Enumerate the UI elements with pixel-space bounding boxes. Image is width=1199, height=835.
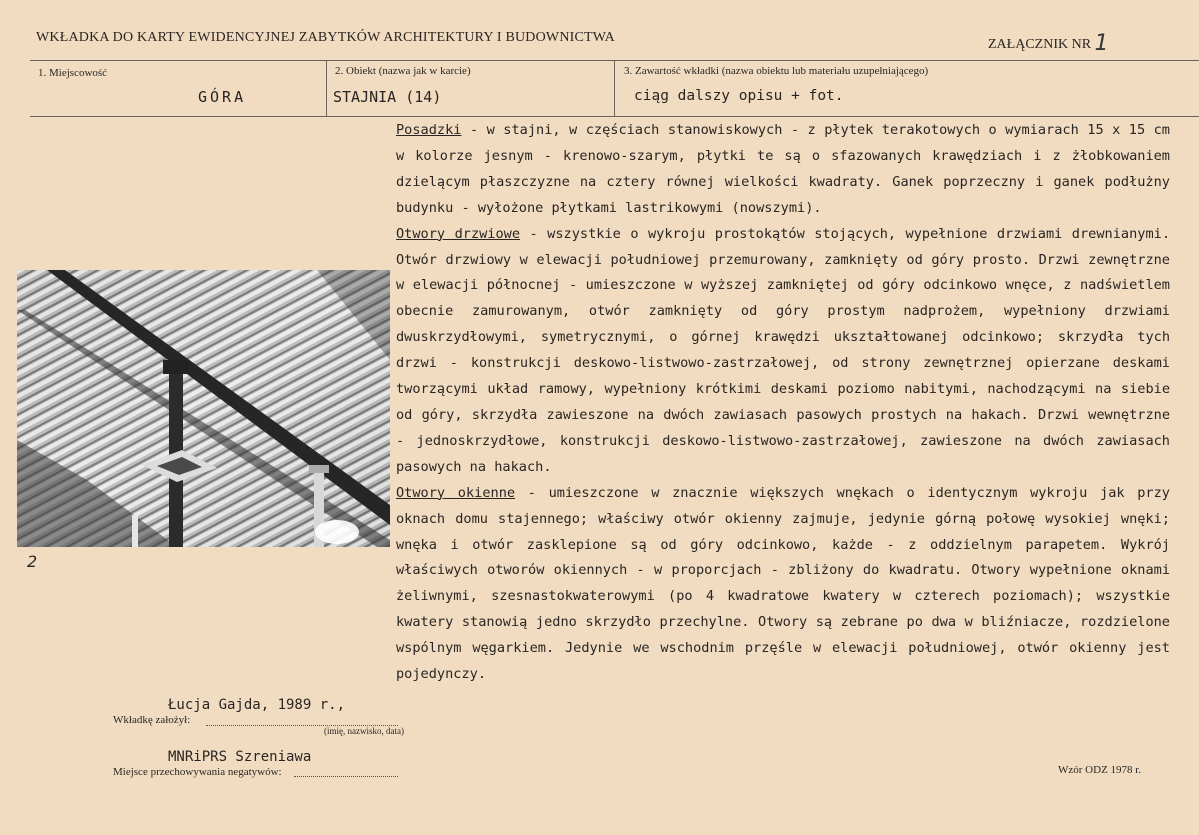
form-title: WKŁADKA DO KARTY EWIDENCYJNEJ ZABYTKÓW ARCHITEKTURY I BUDOWNICTWA [36, 30, 615, 45]
content-value: ciąg dalszy opisu + fot. [634, 88, 844, 104]
form-code: Wzór ODZ 1978 r. [1058, 764, 1142, 776]
annex-label-group [988, 29, 1109, 54]
field-divider-1 [326, 60, 327, 116]
section-heading: Otwory drzwiowe [396, 225, 521, 242]
locality-value: GÓRA [198, 88, 247, 106]
annex-label: ZAŁĄCZNIK NR [988, 37, 1092, 52]
object-value: STAJNIA (14) [333, 88, 442, 106]
section-heading: Otwory okienne [396, 484, 516, 501]
photograph-ceiling [17, 270, 390, 547]
storage-value: MNRiPRS Szreniawa [168, 749, 312, 765]
storage-dotline [294, 776, 398, 777]
storage-label: Miejsce przechowywania negatywów: [113, 766, 282, 778]
locality-label: 1. Miejscowość [38, 67, 108, 79]
section-text: - w stajni, w częściach stanowiskowych - z płytek terakotowych o wymiarach 15 x 15 cm w kolorze jesnym - krenowo-szarym, płytki te są o sfazowanych krawędziach i z żłobkowaniem dzielącym płaszczyzne na cztery równej wielkości kwadraty. Ganek poprzeczny i ganek podłużny budynku - wyłożone płytkami lastrikowymi (nowszymi). [396, 122, 1170, 216]
description-text [396, 118, 1170, 688]
section-text: - wszystkie o wykroju prostokątów stojących, wypełnione drzwiami drewnianymi. Otwór drzwiowy w elewacji południowej przemurowany, zamknięty od góry prosto. Drzwi zewnętrzne w elewacji północnej - umieszczone w wyższej zamkniętej od góry odcinkowo wnęce, z nadświetlem obecnie zamurowanym, otwór zamknięty od góry prostym nadprożem, wypełniony drzwiami dwuskrzydłowymi, symetrycznymi, o górnej krawędzi ukształtowanej odcinkowo; skrzydła tych drzwi - konstrukcji deskowo-listwowo-zastrzałowej, od strony zewnętrznej opierzane deskami tworzącymi układ ramowy, wypełniony krótkimi deskami poziomo nabitymi, nachodzącymi na siebie od góry, skrzydła zawieszone na dwóch zawiasach pasowych prostych na hakach. Drzwi wewnętrzne - jednoskrzydłowe, konstrukcji deskowo-listwowo-zastrzałowej, zawieszone na dwóch zawiasach pasowych na hakach. [396, 225, 1170, 475]
field-divider-2 [614, 60, 615, 116]
section-heading: Posadzki [396, 122, 462, 138]
section-text: - umieszczone w znacznie większych wnękach o identycznym wykroju jak przy oknach domu stajennego; właściwy otwór okienny zajmuje, jedynie górną połowę wysokiej wnęki; wnęka i otwór zasklepione są od góry odcinkowo, każde - z oddzielnym parapetem. Wykrój właściwych otworów okiennych - w proporcjach - zbliżony do kwadratu. Otwory wypełnione oknami żeliwnymi, szesnastokwaterowymi (po 4 kwadratowe kwatery w czterech poziomach); wszystkie kwatery stanowią jedno skrzydło przechylne. Otwory są zebrane po dwa w bliźniacze, rozdzielone wspólnym węgarkiem. Jedynie we wschodnim przęśle w elewacji południowej, otwór okienny jest pojedynczy. [396, 484, 1170, 683]
author-value: Łucja Gajda, 1989 r., [168, 697, 346, 713]
fields-rule [30, 116, 1199, 117]
author-label: Wkładkę założył: [113, 714, 191, 726]
section-windows [396, 481, 1170, 688]
author-sublabel: (imię, nazwisko, data) [324, 726, 404, 736]
object-label: 2. Obiekt (nazwa jak w karcie) [335, 65, 471, 77]
photo-number: 2 [27, 552, 38, 571]
annex-number: 1 [1094, 31, 1109, 56]
section-doors [396, 222, 1170, 481]
content-label: 3. Zawartość wkładki (nazwa obiektu lub materiału uzupełniającego) [624, 65, 929, 77]
section-floors [396, 118, 1170, 222]
